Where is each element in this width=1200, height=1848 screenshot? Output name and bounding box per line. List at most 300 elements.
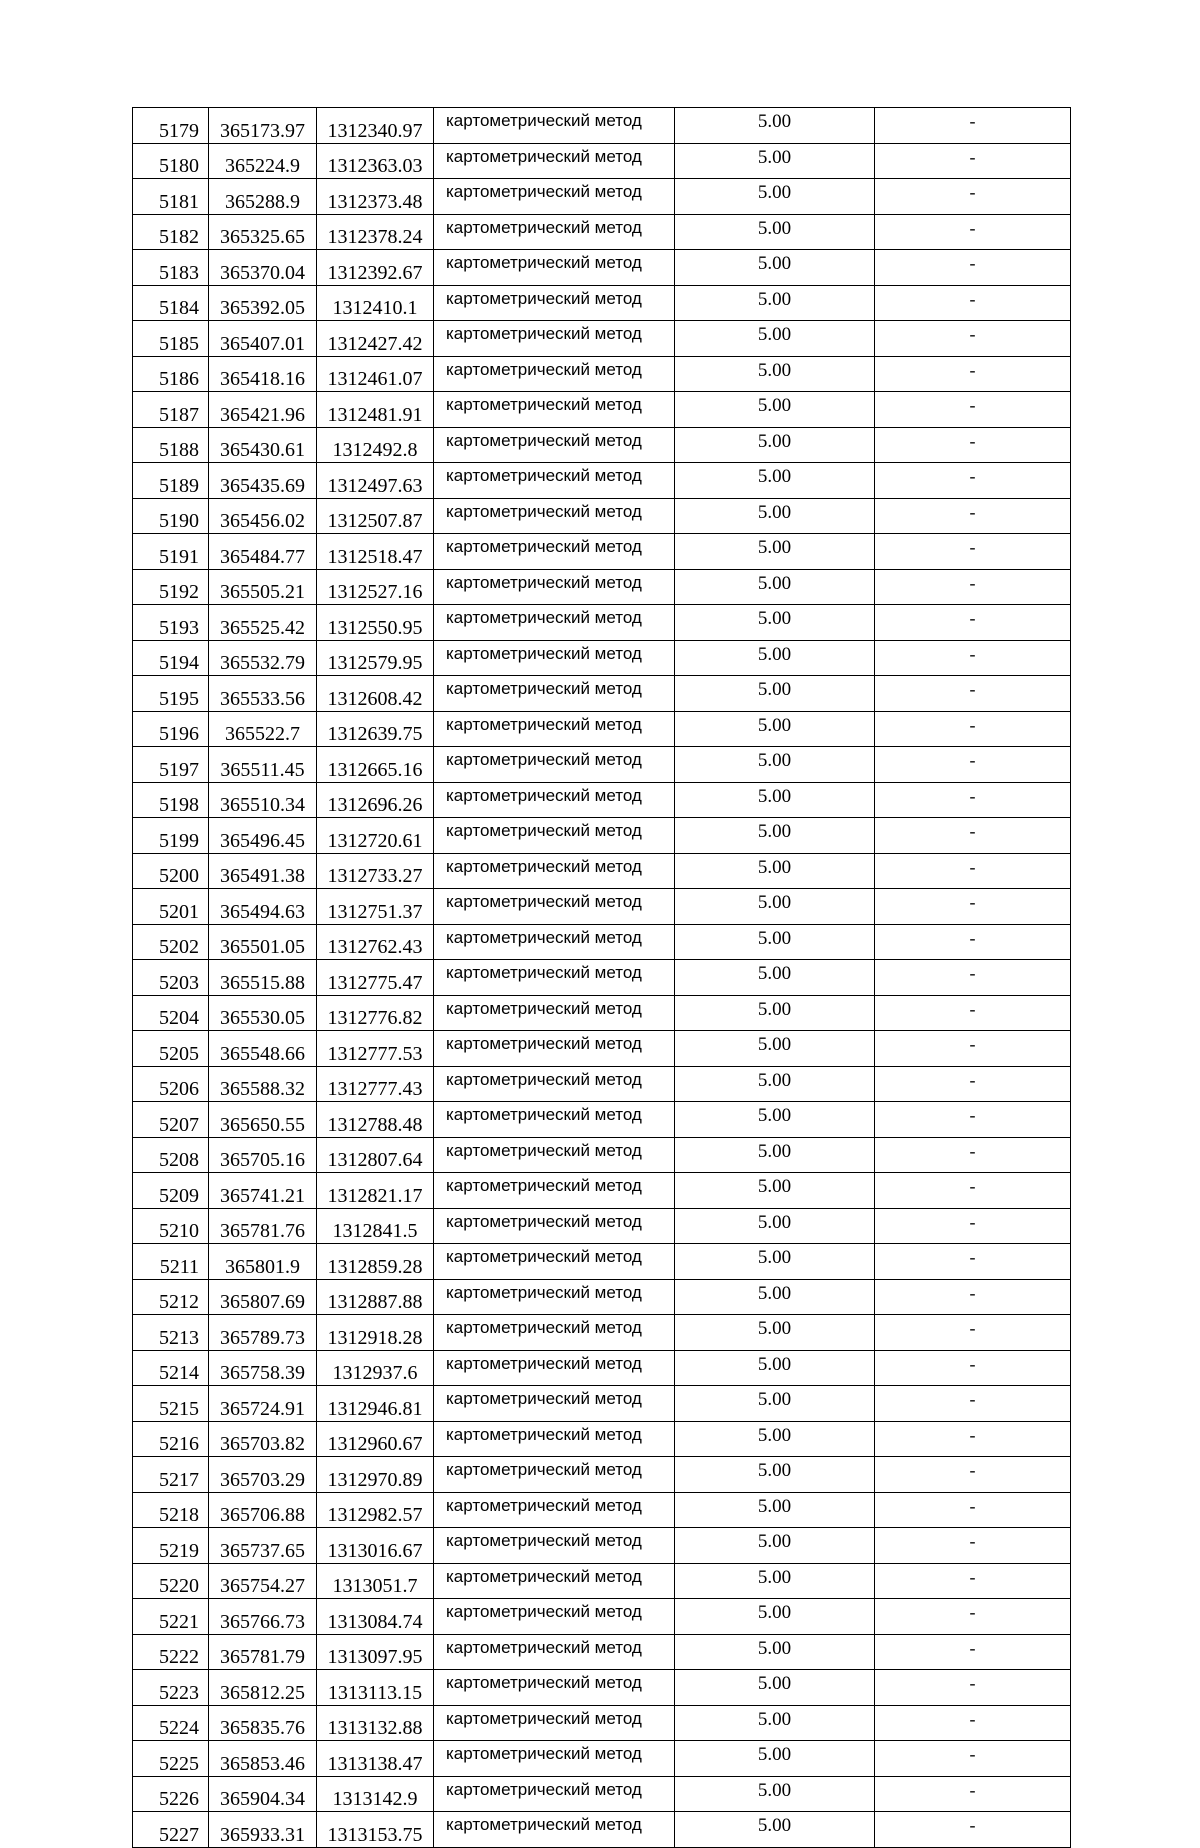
y-coordinate-cell: 1313153.75 bbox=[317, 1812, 434, 1848]
method-cell: картометрический метод bbox=[434, 214, 675, 250]
x-coordinate-cell: 365288.9 bbox=[209, 179, 317, 215]
x-coordinate-cell: 365781.76 bbox=[209, 1208, 317, 1244]
y-coordinate-cell: 1312733.27 bbox=[317, 853, 434, 889]
x-coordinate-cell: 365548.66 bbox=[209, 1031, 317, 1067]
note-cell: - bbox=[875, 924, 1071, 960]
accuracy-cell: 5.00 bbox=[675, 250, 875, 286]
x-coordinate-cell: 365392.05 bbox=[209, 285, 317, 321]
table-row bbox=[133, 1208, 1071, 1244]
note-cell: - bbox=[875, 676, 1071, 712]
accuracy-cell: 5.00 bbox=[675, 1705, 875, 1741]
method-cell: картометрический метод bbox=[434, 108, 675, 144]
y-coordinate-cell: 1312427.42 bbox=[317, 321, 434, 357]
method-cell: картометрический метод bbox=[434, 534, 675, 570]
point-number-cell: 5184 bbox=[133, 285, 209, 321]
point-number-cell: 5198 bbox=[133, 782, 209, 818]
accuracy-cell: 5.00 bbox=[675, 1279, 875, 1315]
y-coordinate-cell: 1312665.16 bbox=[317, 747, 434, 783]
table-row bbox=[133, 1492, 1071, 1528]
point-number-cell: 5216 bbox=[133, 1421, 209, 1457]
accuracy-cell: 5.00 bbox=[675, 676, 875, 712]
accuracy-cell: 5.00 bbox=[675, 1350, 875, 1386]
y-coordinate-cell: 1312378.24 bbox=[317, 214, 434, 250]
accuracy-cell: 5.00 bbox=[675, 889, 875, 925]
point-number-cell: 5196 bbox=[133, 711, 209, 747]
method-cell: картометрический метод bbox=[434, 1741, 675, 1777]
point-number-cell: 5194 bbox=[133, 640, 209, 676]
table-row bbox=[133, 640, 1071, 676]
note-cell: - bbox=[875, 356, 1071, 392]
accuracy-cell: 5.00 bbox=[675, 818, 875, 854]
note-cell: - bbox=[875, 1599, 1071, 1635]
table-row bbox=[133, 605, 1071, 641]
accuracy-cell: 5.00 bbox=[675, 214, 875, 250]
method-cell: картометрический метод bbox=[434, 427, 675, 463]
y-coordinate-cell: 1312821.17 bbox=[317, 1173, 434, 1209]
accuracy-cell: 5.00 bbox=[675, 782, 875, 818]
point-number-cell: 5200 bbox=[133, 853, 209, 889]
accuracy-cell: 5.00 bbox=[675, 605, 875, 641]
x-coordinate-cell: 365515.88 bbox=[209, 960, 317, 996]
table-row bbox=[133, 1031, 1071, 1067]
note-cell: - bbox=[875, 853, 1071, 889]
accuracy-cell: 5.00 bbox=[675, 1102, 875, 1138]
accuracy-cell: 5.00 bbox=[675, 1492, 875, 1528]
accuracy-cell: 5.00 bbox=[675, 1776, 875, 1812]
x-coordinate-cell: 365904.34 bbox=[209, 1776, 317, 1812]
point-number-cell: 5203 bbox=[133, 960, 209, 996]
point-number-cell: 5186 bbox=[133, 356, 209, 392]
note-cell: - bbox=[875, 889, 1071, 925]
point-number-cell: 5218 bbox=[133, 1492, 209, 1528]
note-cell: - bbox=[875, 1563, 1071, 1599]
note-cell: - bbox=[875, 1421, 1071, 1457]
table-row bbox=[133, 853, 1071, 889]
x-coordinate-cell: 365650.55 bbox=[209, 1102, 317, 1138]
x-coordinate-cell: 365522.7 bbox=[209, 711, 317, 747]
y-coordinate-cell: 1312639.75 bbox=[317, 711, 434, 747]
point-number-cell: 5197 bbox=[133, 747, 209, 783]
note-cell: - bbox=[875, 711, 1071, 747]
x-coordinate-cell: 365532.79 bbox=[209, 640, 317, 676]
y-coordinate-cell: 1312841.5 bbox=[317, 1208, 434, 1244]
note-cell: - bbox=[875, 392, 1071, 428]
point-number-cell: 5215 bbox=[133, 1386, 209, 1422]
note-cell: - bbox=[875, 1386, 1071, 1422]
x-coordinate-cell: 365496.45 bbox=[209, 818, 317, 854]
method-cell: картометрический метод bbox=[434, 1279, 675, 1315]
note-cell: - bbox=[875, 1137, 1071, 1173]
y-coordinate-cell: 1312481.91 bbox=[317, 392, 434, 428]
accuracy-cell: 5.00 bbox=[675, 427, 875, 463]
table-row bbox=[133, 1812, 1071, 1848]
note-cell: - bbox=[875, 640, 1071, 676]
method-cell: картометрический метод bbox=[434, 853, 675, 889]
table-row bbox=[133, 1244, 1071, 1280]
note-cell: - bbox=[875, 569, 1071, 605]
y-coordinate-cell: 1312887.88 bbox=[317, 1279, 434, 1315]
accuracy-cell: 5.00 bbox=[675, 569, 875, 605]
method-cell: картометрический метод bbox=[434, 676, 675, 712]
note-cell: - bbox=[875, 1173, 1071, 1209]
point-number-cell: 5213 bbox=[133, 1315, 209, 1351]
table-row bbox=[133, 924, 1071, 960]
point-number-cell: 5219 bbox=[133, 1528, 209, 1564]
accuracy-cell: 5.00 bbox=[675, 1528, 875, 1564]
method-cell: картометрический метод bbox=[434, 960, 675, 996]
y-coordinate-cell: 1313138.47 bbox=[317, 1741, 434, 1777]
table-row bbox=[133, 995, 1071, 1031]
method-cell: картометрический метод bbox=[434, 1244, 675, 1280]
method-cell: картометрический метод bbox=[434, 1102, 675, 1138]
note-cell: - bbox=[875, 214, 1071, 250]
y-coordinate-cell: 1312777.43 bbox=[317, 1066, 434, 1102]
table-row bbox=[133, 889, 1071, 925]
point-number-cell: 5214 bbox=[133, 1350, 209, 1386]
x-coordinate-cell: 365853.46 bbox=[209, 1741, 317, 1777]
note-cell: - bbox=[875, 1457, 1071, 1493]
x-coordinate-cell: 365421.96 bbox=[209, 392, 317, 428]
table-row bbox=[133, 1421, 1071, 1457]
y-coordinate-cell: 1312720.61 bbox=[317, 818, 434, 854]
point-number-cell: 5204 bbox=[133, 995, 209, 1031]
table-row bbox=[133, 747, 1071, 783]
table-row bbox=[133, 1066, 1071, 1102]
table-row bbox=[133, 1776, 1071, 1812]
note-cell: - bbox=[875, 1776, 1071, 1812]
table-row bbox=[133, 711, 1071, 747]
method-cell: картометрический метод bbox=[434, 640, 675, 676]
x-coordinate-cell: 365724.91 bbox=[209, 1386, 317, 1422]
table-row bbox=[133, 1634, 1071, 1670]
table-row bbox=[133, 1670, 1071, 1706]
y-coordinate-cell: 1312970.89 bbox=[317, 1457, 434, 1493]
y-coordinate-cell: 1312608.42 bbox=[317, 676, 434, 712]
accuracy-cell: 5.00 bbox=[675, 1315, 875, 1351]
table-body bbox=[133, 108, 1071, 1848]
note-cell: - bbox=[875, 1102, 1071, 1138]
point-number-cell: 5220 bbox=[133, 1563, 209, 1599]
table-row bbox=[133, 463, 1071, 499]
method-cell: картометрический метод bbox=[434, 285, 675, 321]
point-number-cell: 5193 bbox=[133, 605, 209, 641]
note-cell: - bbox=[875, 1279, 1071, 1315]
coordinates-table bbox=[132, 107, 1071, 1848]
table-row bbox=[133, 1705, 1071, 1741]
y-coordinate-cell: 1313051.7 bbox=[317, 1563, 434, 1599]
x-coordinate-cell: 365705.16 bbox=[209, 1137, 317, 1173]
y-coordinate-cell: 1312777.53 bbox=[317, 1031, 434, 1067]
y-coordinate-cell: 1312751.37 bbox=[317, 889, 434, 925]
accuracy-cell: 5.00 bbox=[675, 747, 875, 783]
x-coordinate-cell: 365933.31 bbox=[209, 1812, 317, 1848]
method-cell: картометрический метод bbox=[434, 818, 675, 854]
method-cell: картометрический метод bbox=[434, 1421, 675, 1457]
x-coordinate-cell: 365703.29 bbox=[209, 1457, 317, 1493]
accuracy-cell: 5.00 bbox=[675, 995, 875, 1031]
note-cell: - bbox=[875, 498, 1071, 534]
note-cell: - bbox=[875, 1528, 1071, 1564]
y-coordinate-cell: 1313113.15 bbox=[317, 1670, 434, 1706]
x-coordinate-cell: 365737.65 bbox=[209, 1528, 317, 1564]
method-cell: картометрический метод bbox=[434, 179, 675, 215]
point-number-cell: 5202 bbox=[133, 924, 209, 960]
x-coordinate-cell: 365533.56 bbox=[209, 676, 317, 712]
accuracy-cell: 5.00 bbox=[675, 1563, 875, 1599]
x-coordinate-cell: 365491.38 bbox=[209, 853, 317, 889]
y-coordinate-cell: 1312410.1 bbox=[317, 285, 434, 321]
point-number-cell: 5190 bbox=[133, 498, 209, 534]
method-cell: картометрический метод bbox=[434, 924, 675, 960]
note-cell: - bbox=[875, 605, 1071, 641]
accuracy-cell: 5.00 bbox=[675, 711, 875, 747]
note-cell: - bbox=[875, 321, 1071, 357]
method-cell: картометрический метод bbox=[434, 1812, 675, 1848]
x-coordinate-cell: 365456.02 bbox=[209, 498, 317, 534]
y-coordinate-cell: 1312497.63 bbox=[317, 463, 434, 499]
table-row bbox=[133, 1350, 1071, 1386]
y-coordinate-cell: 1313132.88 bbox=[317, 1705, 434, 1741]
y-coordinate-cell: 1312776.82 bbox=[317, 995, 434, 1031]
method-cell: картометрический метод bbox=[434, 1386, 675, 1422]
x-coordinate-cell: 365505.21 bbox=[209, 569, 317, 605]
x-coordinate-cell: 365510.34 bbox=[209, 782, 317, 818]
note-cell: - bbox=[875, 179, 1071, 215]
y-coordinate-cell: 1312788.48 bbox=[317, 1102, 434, 1138]
point-number-cell: 5189 bbox=[133, 463, 209, 499]
y-coordinate-cell: 1313084.74 bbox=[317, 1599, 434, 1635]
point-number-cell: 5182 bbox=[133, 214, 209, 250]
point-number-cell: 5211 bbox=[133, 1244, 209, 1280]
table-row bbox=[133, 676, 1071, 712]
accuracy-cell: 5.00 bbox=[675, 392, 875, 428]
table-row bbox=[133, 818, 1071, 854]
point-number-cell: 5188 bbox=[133, 427, 209, 463]
note-cell: - bbox=[875, 782, 1071, 818]
point-number-cell: 5208 bbox=[133, 1137, 209, 1173]
y-coordinate-cell: 1312392.67 bbox=[317, 250, 434, 286]
accuracy-cell: 5.00 bbox=[675, 1244, 875, 1280]
accuracy-cell: 5.00 bbox=[675, 1066, 875, 1102]
x-coordinate-cell: 365501.05 bbox=[209, 924, 317, 960]
note-cell: - bbox=[875, 1705, 1071, 1741]
point-number-cell: 5206 bbox=[133, 1066, 209, 1102]
x-coordinate-cell: 365781.79 bbox=[209, 1634, 317, 1670]
y-coordinate-cell: 1312946.81 bbox=[317, 1386, 434, 1422]
y-coordinate-cell: 1312518.47 bbox=[317, 534, 434, 570]
note-cell: - bbox=[875, 1812, 1071, 1848]
x-coordinate-cell: 365525.42 bbox=[209, 605, 317, 641]
point-number-cell: 5180 bbox=[133, 143, 209, 179]
note-cell: - bbox=[875, 1741, 1071, 1777]
x-coordinate-cell: 365418.16 bbox=[209, 356, 317, 392]
table-row bbox=[133, 498, 1071, 534]
y-coordinate-cell: 1312507.87 bbox=[317, 498, 434, 534]
method-cell: картометрический метод bbox=[434, 1563, 675, 1599]
y-coordinate-cell: 1312363.03 bbox=[317, 143, 434, 179]
method-cell: картометрический метод bbox=[434, 463, 675, 499]
x-coordinate-cell: 365801.9 bbox=[209, 1244, 317, 1280]
accuracy-cell: 5.00 bbox=[675, 463, 875, 499]
accuracy-cell: 5.00 bbox=[675, 924, 875, 960]
table-row bbox=[133, 214, 1071, 250]
note-cell: - bbox=[875, 1634, 1071, 1670]
table-row bbox=[133, 1386, 1071, 1422]
accuracy-cell: 5.00 bbox=[675, 285, 875, 321]
y-coordinate-cell: 1312775.47 bbox=[317, 960, 434, 996]
note-cell: - bbox=[875, 534, 1071, 570]
table-row bbox=[133, 782, 1071, 818]
x-coordinate-cell: 365812.25 bbox=[209, 1670, 317, 1706]
point-number-cell: 5226 bbox=[133, 1776, 209, 1812]
accuracy-cell: 5.00 bbox=[675, 1599, 875, 1635]
table-row bbox=[133, 1173, 1071, 1209]
table-row bbox=[133, 1102, 1071, 1138]
point-number-cell: 5185 bbox=[133, 321, 209, 357]
point-number-cell: 5224 bbox=[133, 1705, 209, 1741]
method-cell: картометрический метод bbox=[434, 1315, 675, 1351]
point-number-cell: 5221 bbox=[133, 1599, 209, 1635]
method-cell: картометрический метод bbox=[434, 498, 675, 534]
accuracy-cell: 5.00 bbox=[675, 960, 875, 996]
y-coordinate-cell: 1312550.95 bbox=[317, 605, 434, 641]
table-row bbox=[133, 108, 1071, 144]
accuracy-cell: 5.00 bbox=[675, 143, 875, 179]
x-coordinate-cell: 365370.04 bbox=[209, 250, 317, 286]
y-coordinate-cell: 1313016.67 bbox=[317, 1528, 434, 1564]
method-cell: картометрический метод bbox=[434, 356, 675, 392]
point-number-cell: 5183 bbox=[133, 250, 209, 286]
x-coordinate-cell: 365835.76 bbox=[209, 1705, 317, 1741]
point-number-cell: 5205 bbox=[133, 1031, 209, 1067]
method-cell: картометрический метод bbox=[434, 569, 675, 605]
y-coordinate-cell: 1312461.07 bbox=[317, 356, 434, 392]
note-cell: - bbox=[875, 1031, 1071, 1067]
point-number-cell: 5191 bbox=[133, 534, 209, 570]
point-number-cell: 5187 bbox=[133, 392, 209, 428]
accuracy-cell: 5.00 bbox=[675, 179, 875, 215]
method-cell: картометрический метод bbox=[434, 1670, 675, 1706]
y-coordinate-cell: 1312960.67 bbox=[317, 1421, 434, 1457]
table-row bbox=[133, 427, 1071, 463]
method-cell: картометрический метод bbox=[434, 1066, 675, 1102]
method-cell: картометрический метод bbox=[434, 1705, 675, 1741]
x-coordinate-cell: 365588.32 bbox=[209, 1066, 317, 1102]
note-cell: - bbox=[875, 463, 1071, 499]
method-cell: картометрический метод bbox=[434, 1528, 675, 1564]
method-cell: картометрический метод bbox=[434, 1350, 675, 1386]
note-cell: - bbox=[875, 427, 1071, 463]
x-coordinate-cell: 365325.65 bbox=[209, 214, 317, 250]
method-cell: картометрический метод bbox=[434, 747, 675, 783]
point-number-cell: 5223 bbox=[133, 1670, 209, 1706]
method-cell: картометрический метод bbox=[434, 1634, 675, 1670]
table-row bbox=[133, 1528, 1071, 1564]
note-cell: - bbox=[875, 1315, 1071, 1351]
table-row bbox=[133, 285, 1071, 321]
accuracy-cell: 5.00 bbox=[675, 1812, 875, 1848]
method-cell: картометрический метод bbox=[434, 1492, 675, 1528]
accuracy-cell: 5.00 bbox=[675, 321, 875, 357]
accuracy-cell: 5.00 bbox=[675, 640, 875, 676]
note-cell: - bbox=[875, 250, 1071, 286]
y-coordinate-cell: 1312807.64 bbox=[317, 1137, 434, 1173]
point-number-cell: 5225 bbox=[133, 1741, 209, 1777]
x-coordinate-cell: 365407.01 bbox=[209, 321, 317, 357]
x-coordinate-cell: 365766.73 bbox=[209, 1599, 317, 1635]
x-coordinate-cell: 365435.69 bbox=[209, 463, 317, 499]
x-coordinate-cell: 365494.63 bbox=[209, 889, 317, 925]
table-row bbox=[133, 1279, 1071, 1315]
x-coordinate-cell: 365741.21 bbox=[209, 1173, 317, 1209]
accuracy-cell: 5.00 bbox=[675, 1670, 875, 1706]
point-number-cell: 5199 bbox=[133, 818, 209, 854]
method-cell: картометрический метод bbox=[434, 1173, 675, 1209]
y-coordinate-cell: 1313142.9 bbox=[317, 1776, 434, 1812]
x-coordinate-cell: 365754.27 bbox=[209, 1563, 317, 1599]
note-cell: - bbox=[875, 1670, 1071, 1706]
note-cell: - bbox=[875, 818, 1071, 854]
table-row bbox=[133, 392, 1071, 428]
point-number-cell: 5179 bbox=[133, 108, 209, 144]
method-cell: картометрический метод bbox=[434, 605, 675, 641]
accuracy-cell: 5.00 bbox=[675, 1421, 875, 1457]
accuracy-cell: 5.00 bbox=[675, 1137, 875, 1173]
note-cell: - bbox=[875, 108, 1071, 144]
point-number-cell: 5209 bbox=[133, 1173, 209, 1209]
y-coordinate-cell: 1312918.28 bbox=[317, 1315, 434, 1351]
table-row bbox=[133, 534, 1071, 570]
point-number-cell: 5217 bbox=[133, 1457, 209, 1493]
note-cell: - bbox=[875, 1492, 1071, 1528]
method-cell: картометрический метод bbox=[434, 321, 675, 357]
table-row bbox=[133, 1315, 1071, 1351]
accuracy-cell: 5.00 bbox=[675, 1208, 875, 1244]
x-coordinate-cell: 365703.82 bbox=[209, 1421, 317, 1457]
x-coordinate-cell: 365484.77 bbox=[209, 534, 317, 570]
x-coordinate-cell: 365758.39 bbox=[209, 1350, 317, 1386]
method-cell: картометрический метод bbox=[434, 1031, 675, 1067]
table-row bbox=[133, 1599, 1071, 1635]
note-cell: - bbox=[875, 285, 1071, 321]
method-cell: картометрический метод bbox=[434, 143, 675, 179]
y-coordinate-cell: 1312937.6 bbox=[317, 1350, 434, 1386]
accuracy-cell: 5.00 bbox=[675, 498, 875, 534]
table-row bbox=[133, 1563, 1071, 1599]
method-cell: картометрический метод bbox=[434, 250, 675, 286]
point-number-cell: 5195 bbox=[133, 676, 209, 712]
accuracy-cell: 5.00 bbox=[675, 1031, 875, 1067]
method-cell: картометрический метод bbox=[434, 1208, 675, 1244]
table-row bbox=[133, 1741, 1071, 1777]
note-cell: - bbox=[875, 1244, 1071, 1280]
point-number-cell: 5222 bbox=[133, 1634, 209, 1670]
accuracy-cell: 5.00 bbox=[675, 1634, 875, 1670]
method-cell: картометрический метод bbox=[434, 782, 675, 818]
accuracy-cell: 5.00 bbox=[675, 1386, 875, 1422]
method-cell: картометрический метод bbox=[434, 392, 675, 428]
table-row bbox=[133, 1137, 1071, 1173]
point-number-cell: 5181 bbox=[133, 179, 209, 215]
table-row bbox=[133, 179, 1071, 215]
note-cell: - bbox=[875, 1350, 1071, 1386]
accuracy-cell: 5.00 bbox=[675, 356, 875, 392]
accuracy-cell: 5.00 bbox=[675, 108, 875, 144]
point-number-cell: 5207 bbox=[133, 1102, 209, 1138]
point-number-cell: 5227 bbox=[133, 1812, 209, 1848]
point-number-cell: 5212 bbox=[133, 1279, 209, 1315]
y-coordinate-cell: 1312373.48 bbox=[317, 179, 434, 215]
